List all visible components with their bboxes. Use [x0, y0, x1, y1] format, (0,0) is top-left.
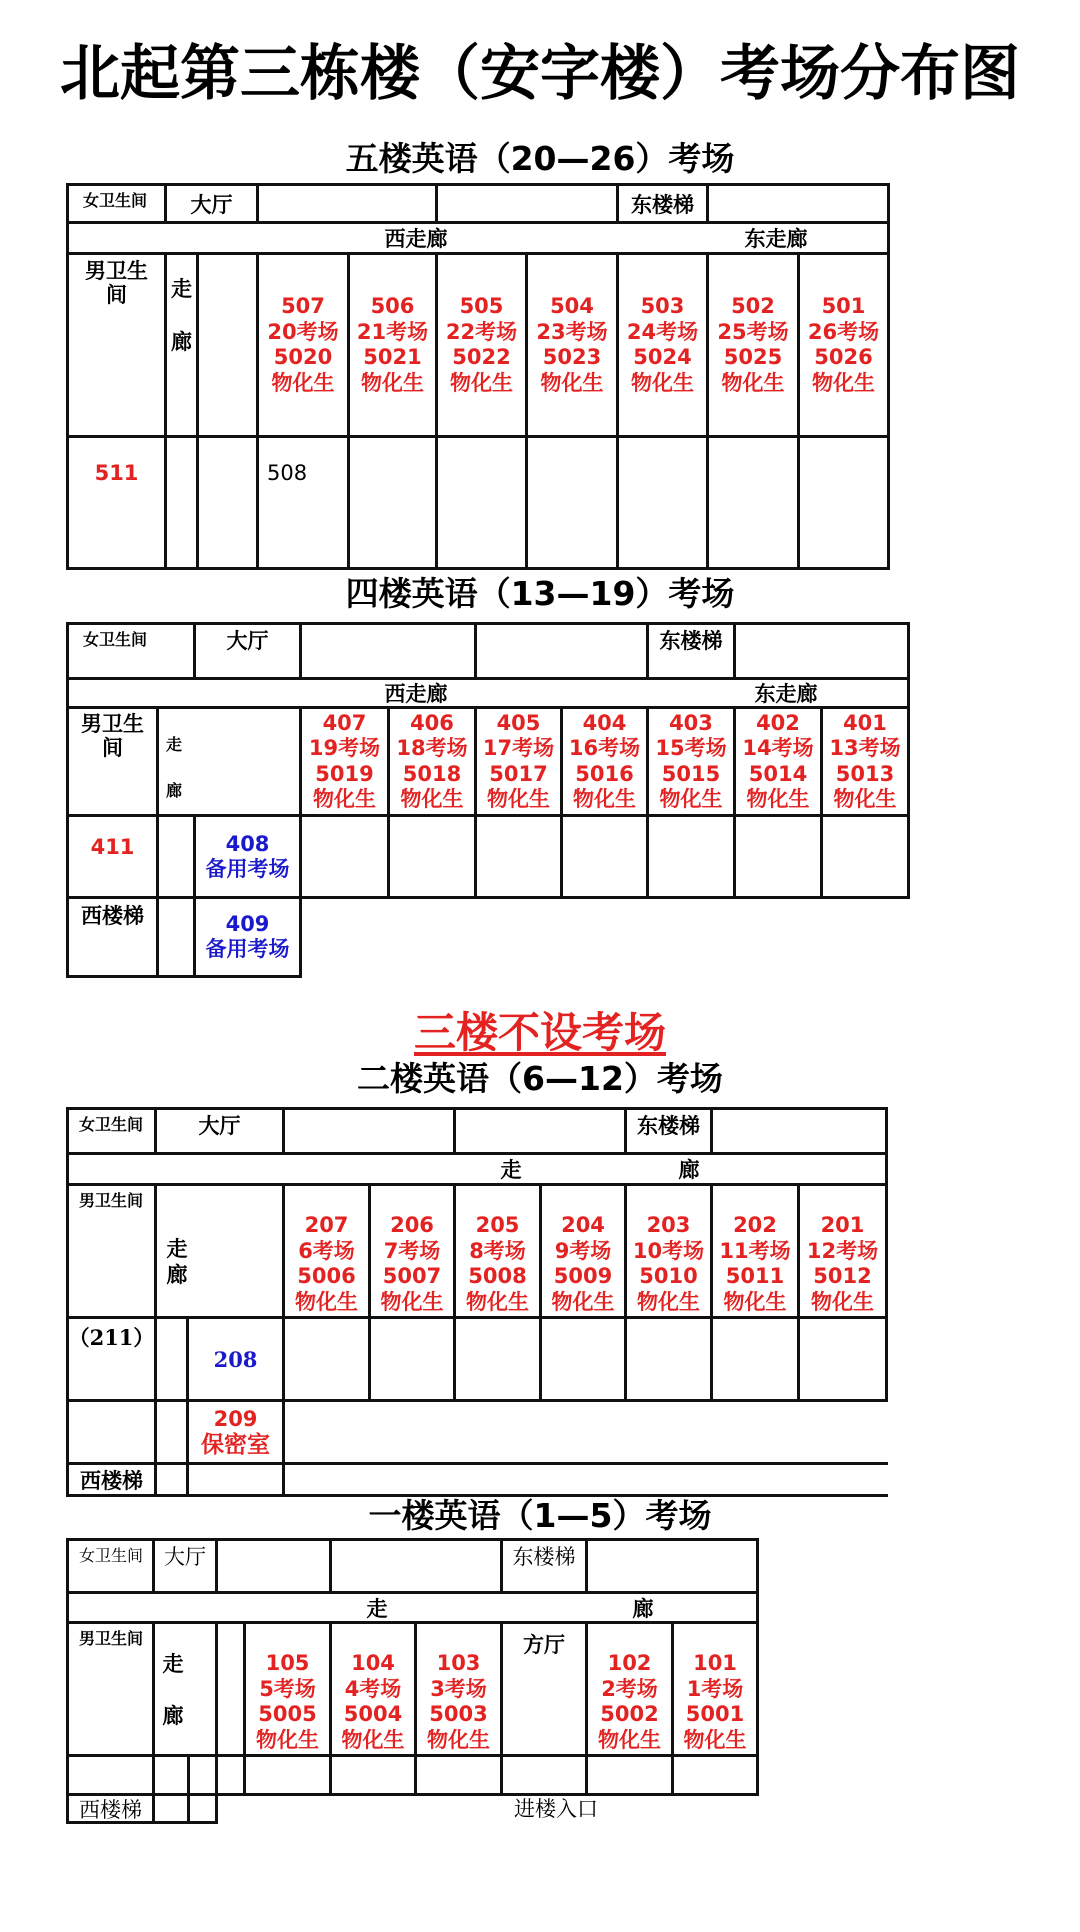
exam-subject: 物化生	[811, 370, 875, 395]
exam-room	[674, 1624, 756, 1754]
exam-number: 2考场	[601, 1676, 658, 1701]
exam-code: 5002	[600, 1702, 659, 1726]
room-note: 备用考场	[205, 937, 290, 961]
exam-room	[390, 709, 474, 814]
exam-subject: 物化生	[723, 1289, 787, 1314]
room-number: 105	[265, 1651, 310, 1675]
room-number: 209	[213, 1407, 258, 1431]
room-note: 备用考场	[205, 856, 290, 881]
room-411: 411	[90, 835, 135, 859]
floor2-heading: 二楼英语（6—12）考场	[357, 1059, 723, 1098]
exam-room	[477, 709, 560, 814]
exam-room	[371, 1186, 453, 1316]
exam-room	[627, 1186, 710, 1316]
exam-room	[246, 1624, 329, 1754]
exam-code: 5008	[468, 1264, 527, 1288]
exam-code: 5025	[723, 345, 783, 369]
exam-number: 7考场	[383, 1238, 441, 1263]
exam-code: 5023	[542, 345, 602, 369]
room-number: 103	[436, 1651, 481, 1675]
exam-number: 26考场	[807, 319, 880, 344]
west-corridor: 西走廊	[384, 682, 448, 706]
exam-number: 11考场	[719, 1238, 791, 1263]
corridor-label-left: 走	[366, 1596, 388, 1621]
corridor-label-top: 走	[171, 277, 192, 301]
exam-number: 21考场	[356, 319, 429, 344]
exam-number: 9考场	[554, 1238, 612, 1263]
exam-subject: 物化生	[551, 1289, 615, 1314]
room-number: 505	[459, 294, 504, 318]
corridor-label-bottom: 廊	[171, 330, 192, 354]
exam-code: 5022	[452, 345, 511, 369]
exam-subject: 物化生	[810, 1289, 874, 1314]
exam-subject: 物化生	[295, 1289, 358, 1314]
male-restroom: 男卫生间	[85, 259, 148, 307]
exam-number: 22考场	[445, 319, 518, 344]
exam-code: 5017	[489, 761, 548, 786]
exam-code: 5020	[273, 345, 333, 369]
room-number: 502	[731, 294, 775, 318]
exam-room	[713, 1186, 797, 1316]
room-211: （211）	[68, 1325, 155, 1350]
exam-code: 5011	[725, 1264, 785, 1288]
floor2-plan	[66, 1107, 888, 1497]
male-restroom: 男卫生间	[81, 712, 144, 760]
floor1-heading: 一楼英语（1—5）考场	[368, 1496, 712, 1535]
exam-room	[259, 255, 347, 435]
corridor-label-right: 廊	[632, 1596, 654, 1621]
corridor-label-bottom: 廊	[166, 1263, 188, 1287]
corridor-label-left: 走	[500, 1158, 522, 1182]
exam-subject: 物化生	[659, 787, 723, 811]
exam-code: 5009	[553, 1264, 613, 1288]
exam-room	[417, 1624, 500, 1754]
exam-code: 5010	[639, 1264, 698, 1288]
exam-number: 6考场	[298, 1238, 355, 1263]
hall: 大厅	[190, 192, 233, 217]
room-511: 511	[94, 461, 139, 485]
exam-subject: 物化生	[380, 1289, 444, 1314]
exam-room	[528, 255, 616, 435]
exam-room	[709, 255, 797, 435]
east-corridor: 东走廊	[754, 682, 818, 706]
exam-room	[800, 255, 887, 435]
exam-room	[619, 255, 706, 435]
exam-subject: 物化生	[598, 1727, 661, 1752]
room-number: 207	[304, 1213, 349, 1237]
exam-subject: 物化生	[466, 1289, 529, 1314]
exam-subject: 物化生	[636, 1289, 700, 1314]
exam-number: 10考场	[632, 1238, 705, 1263]
exam-number: 8考场	[469, 1238, 526, 1263]
page-title: 北起第三栋楼（安字楼）考场分布图	[60, 39, 1020, 109]
floor5-heading: 五楼英语（20—26）考场	[345, 139, 735, 178]
exam-number: 1考场	[686, 1676, 744, 1701]
exam-number: 5考场	[259, 1676, 316, 1701]
exam-code: 5013	[835, 761, 895, 786]
exam-number: 23考场	[536, 319, 608, 344]
exam-subject: 物化生	[721, 370, 785, 395]
west-corridor: 西走廊	[384, 227, 448, 251]
female-restroom: 女卫生间	[83, 191, 148, 210]
corridor-label-top: 走	[166, 1237, 188, 1261]
east-stairs: 东楼梯	[512, 1545, 576, 1569]
east-stairs: 东楼梯	[637, 1114, 700, 1138]
west-stairs: 西楼梯	[81, 904, 144, 928]
exam-room	[736, 709, 820, 814]
room-number: 407	[322, 710, 367, 735]
exam-code: 5018	[402, 761, 462, 786]
female-restroom: 女卫生间	[79, 1546, 144, 1565]
room-number: 102	[607, 1651, 652, 1675]
room-note: 保密室	[201, 1432, 270, 1458]
exam-subject: 物化生	[572, 787, 636, 811]
exam-code: 5003	[429, 1702, 488, 1726]
exam-room	[456, 1186, 539, 1316]
room-number: 206	[390, 1213, 434, 1237]
floor4-plan	[66, 622, 910, 978]
exam-subject: 物化生	[427, 1727, 490, 1752]
east-stairs: 东楼梯	[659, 629, 723, 653]
female-restroom: 女卫生间	[83, 630, 148, 649]
room-number: 201	[820, 1213, 865, 1237]
exam-subject: 物化生	[746, 787, 810, 811]
room-number: 405	[496, 710, 541, 735]
female-restroom: 女卫生间	[79, 1115, 144, 1134]
exam-number: 12考场	[806, 1238, 879, 1263]
male-restroom: 男卫生间	[79, 1629, 144, 1648]
exam-subject: 物化生	[341, 1727, 405, 1752]
floor4-heading: 四楼英语（13—19）考场	[345, 574, 735, 613]
exam-subject: 物化生	[630, 370, 694, 395]
exam-subject: 物化生	[400, 787, 464, 811]
exam-number: 14考场	[742, 736, 814, 760]
exam-number: 16考场	[568, 736, 641, 760]
west-stairs: 西楼梯	[80, 1468, 143, 1493]
room-number: 202	[733, 1213, 777, 1237]
exam-code: 5021	[363, 345, 422, 369]
exam-number: 4考场	[344, 1676, 402, 1701]
exam-room	[285, 1186, 368, 1316]
room-number: 401	[843, 710, 887, 735]
exam-room	[302, 709, 387, 814]
room-number: 204	[561, 1213, 605, 1237]
exam-number: 13考场	[829, 736, 901, 760]
exam-number: 19考场	[308, 736, 381, 760]
room-number: 101	[693, 1651, 737, 1675]
room-number: 408	[225, 831, 270, 856]
east-corridor: 东走廊	[744, 227, 808, 251]
floor5-plan	[66, 183, 890, 570]
room-number: 403	[669, 710, 713, 735]
exam-subject: 物化生	[540, 370, 604, 395]
exam-number: 15考场	[655, 736, 727, 760]
exam-code: 5014	[748, 761, 808, 786]
hall: 大厅	[164, 1545, 206, 1569]
floor1-plan	[66, 1538, 759, 1824]
exam-code: 5026	[814, 345, 873, 369]
corridor-label-bottom: 廊	[162, 1704, 184, 1728]
exam-room	[823, 709, 907, 814]
exam-number: 17考场	[482, 736, 555, 760]
room-number: 205	[475, 1213, 520, 1237]
exam-number: 24考场	[626, 319, 699, 344]
exam-subject: 物化生	[449, 370, 513, 395]
exam-number: 18考场	[396, 736, 468, 760]
exam-subject: 物化生	[256, 1727, 319, 1752]
floor3-heading: 三楼不设考场	[413, 1008, 666, 1057]
room-number: 406	[410, 710, 454, 735]
room-number: 504	[550, 294, 594, 318]
exam-number: 25考场	[717, 319, 789, 344]
exam-subject: 物化生	[271, 370, 335, 395]
exam-code: 5005	[258, 1702, 317, 1726]
exam-subject: 物化生	[833, 787, 897, 811]
exam-room	[800, 1186, 885, 1316]
exam-code: 5007	[382, 1264, 442, 1288]
exam-subject: 物化生	[360, 370, 424, 395]
hall: 大厅	[226, 629, 269, 653]
room-409	[196, 899, 299, 975]
exam-code: 5015	[661, 761, 721, 786]
square-hall: 方厅	[523, 1633, 565, 1657]
exam-room	[332, 1624, 414, 1754]
west-stairs: 西楼梯	[79, 1797, 142, 1822]
male-restroom: 男卫生间	[79, 1191, 144, 1210]
room-number: 506	[370, 294, 415, 318]
exam-subject: 物化生	[683, 1727, 747, 1752]
exam-room	[588, 1624, 671, 1754]
exam-subject: 物化生	[486, 787, 550, 811]
room-number: 203	[646, 1213, 691, 1237]
exam-room	[350, 255, 435, 435]
exam-code: 5024	[633, 345, 692, 369]
hall: 大厅	[198, 1114, 241, 1138]
exam-room	[649, 709, 733, 814]
exam-code: 5019	[315, 761, 374, 786]
exam-room	[542, 1186, 624, 1316]
building-entrance: 进楼入口	[514, 1797, 598, 1821]
east-stairs: 东楼梯	[631, 192, 694, 217]
exam-code: 5004	[343, 1702, 403, 1726]
exam-code: 5001	[685, 1702, 745, 1726]
corridor-label-top: 走	[162, 1652, 184, 1676]
room-209	[189, 1402, 282, 1462]
exam-room	[438, 255, 525, 435]
room-208: 208	[213, 1346, 258, 1372]
corridor-label-top: 走	[165, 734, 182, 754]
room-number: 503	[640, 294, 685, 318]
exam-subject: 物化生	[312, 787, 376, 811]
room-408	[196, 817, 299, 896]
exam-number: 20考场	[267, 319, 339, 344]
room-number: 104	[351, 1651, 395, 1675]
exam-room	[563, 709, 646, 814]
room-number: 501	[821, 294, 866, 318]
room-number: 507	[281, 294, 325, 318]
exam-code: 5006	[297, 1264, 356, 1288]
corridor-label-right: 廊	[678, 1158, 700, 1182]
room-number: 404	[582, 710, 627, 735]
exam-code: 5012	[813, 1264, 872, 1288]
room-number: 409	[225, 912, 270, 936]
exam-code: 5016	[575, 761, 634, 786]
room-number: 402	[756, 710, 800, 735]
room-508: 508	[267, 461, 308, 485]
corridor-label-bottom: 廊	[165, 780, 182, 800]
exam-number: 3考场	[430, 1676, 487, 1701]
